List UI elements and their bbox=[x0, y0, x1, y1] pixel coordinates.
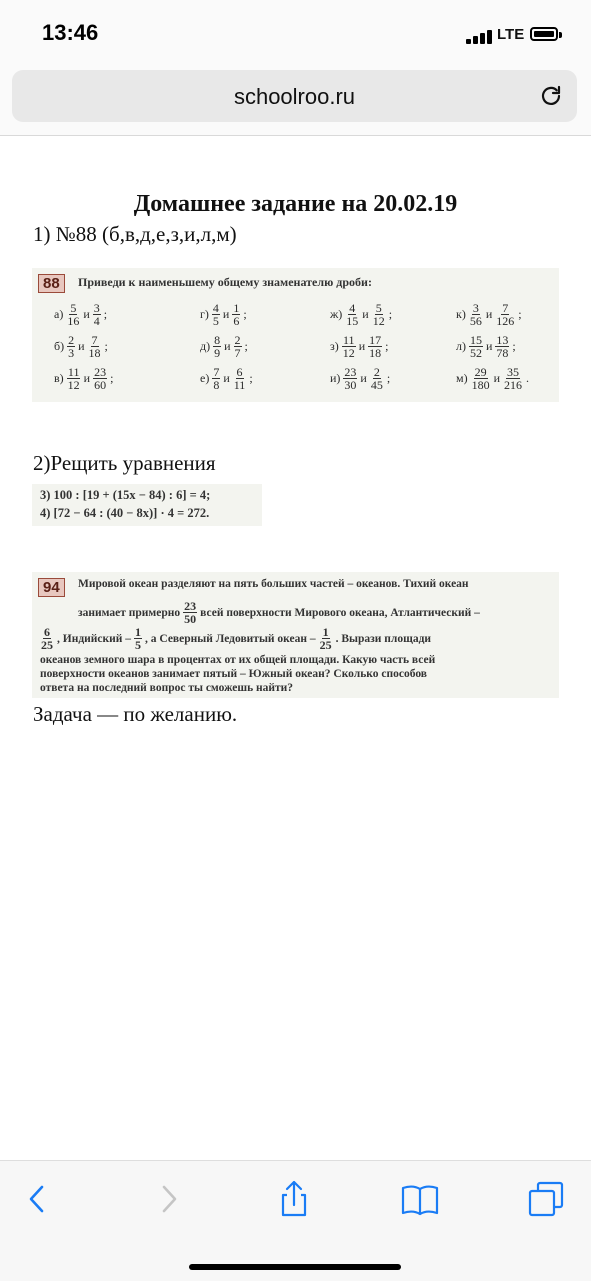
numerator: 11 bbox=[67, 365, 80, 379]
conjunction: и bbox=[360, 371, 367, 385]
fraction bbox=[342, 334, 356, 359]
conjunction: и bbox=[83, 307, 90, 321]
denominator: 12 bbox=[372, 314, 385, 328]
exercise-number: 88 bbox=[38, 274, 65, 293]
numerator: 29 bbox=[474, 365, 487, 379]
item-end: ; bbox=[512, 339, 516, 353]
item-end: ; bbox=[249, 371, 253, 385]
item-label: и) bbox=[330, 371, 341, 385]
fraction bbox=[495, 334, 509, 359]
problem-text: , Индийский – bbox=[57, 632, 131, 645]
denominator: 5 bbox=[212, 314, 219, 328]
page-title: Домашнее задание на 20.02.19 bbox=[133, 191, 458, 217]
item-end: ; bbox=[386, 371, 391, 385]
fraction bbox=[40, 626, 54, 651]
fraction-item bbox=[456, 334, 516, 359]
share-icon[interactable] bbox=[274, 1179, 314, 1219]
numerator: 7 bbox=[213, 365, 220, 379]
fraction-item bbox=[54, 302, 107, 327]
denominator: 50 bbox=[184, 612, 197, 626]
problem-line: океанов земного шара в процентах от их общей площади. Какую часть всей bbox=[40, 654, 436, 666]
denominator: 9 bbox=[214, 346, 221, 360]
denominator: 52 bbox=[469, 346, 482, 360]
fraction bbox=[134, 626, 142, 651]
item-label: г) bbox=[200, 307, 209, 321]
fraction-item bbox=[200, 302, 247, 327]
fraction bbox=[372, 302, 386, 327]
chevron-right-icon[interactable] bbox=[148, 1179, 188, 1219]
denominator: 11 bbox=[233, 378, 246, 392]
url-text[interactable]: schoolroo.ru bbox=[233, 84, 356, 109]
problem-text: . Вырази площади bbox=[335, 632, 432, 645]
browser-toolbar bbox=[0, 1160, 591, 1281]
numerator: 6 bbox=[44, 625, 50, 639]
denominator: 12 bbox=[67, 378, 80, 392]
fraction bbox=[469, 334, 483, 359]
item-label: е) bbox=[200, 371, 210, 385]
denominator: 7 bbox=[234, 346, 241, 360]
fraction bbox=[469, 302, 483, 327]
numerator: 2 bbox=[68, 333, 75, 347]
item-label: б) bbox=[54, 339, 65, 353]
problem-line bbox=[40, 626, 431, 651]
problem-text: занимает примерно bbox=[78, 606, 181, 619]
item-label: к) bbox=[456, 307, 466, 321]
fraction-item bbox=[200, 334, 248, 359]
conjunction: и bbox=[224, 339, 231, 353]
fraction bbox=[66, 302, 80, 327]
denominator: 25 bbox=[41, 638, 53, 652]
optional-task-note: Задача — по желанию. bbox=[33, 702, 238, 726]
numerator: 3 bbox=[93, 301, 100, 315]
denominator: 16 bbox=[67, 314, 80, 328]
exercise-88-image bbox=[32, 268, 559, 402]
task-2-label: 2)Рещить уравнения bbox=[33, 451, 216, 475]
numerator: 4 bbox=[349, 301, 356, 315]
numerator: 7 bbox=[91, 333, 98, 347]
problem-line: ответа на последний вопрос ты сможешь найти? bbox=[40, 682, 294, 694]
fraction bbox=[212, 366, 220, 391]
numerator: 23 bbox=[94, 365, 107, 379]
reload-icon[interactable] bbox=[539, 84, 563, 108]
numerator: 8 bbox=[214, 333, 221, 347]
conjunction: и bbox=[83, 371, 91, 385]
denominator: 25 bbox=[319, 638, 332, 652]
signal-icon bbox=[466, 30, 496, 44]
numerator: 23 bbox=[344, 365, 357, 379]
item-end: ; bbox=[104, 339, 108, 353]
problem-line: поверхности океанов занимает пятый – Южный океан? Сколько способов bbox=[40, 668, 428, 680]
problem-text: всей поверхности Мирового океана, Атлантический – bbox=[200, 606, 480, 619]
conjunction: и bbox=[493, 371, 501, 385]
equation-3: 3) 100 : [19 + (15x − 84) : 6] = 4; bbox=[40, 488, 211, 502]
item-label: м) bbox=[456, 371, 468, 385]
item-end: ; bbox=[518, 307, 522, 321]
item-label: а) bbox=[54, 307, 64, 321]
conjunction: и bbox=[362, 307, 369, 321]
fraction bbox=[93, 366, 107, 391]
problem-line bbox=[78, 600, 480, 625]
numerator: 23 bbox=[184, 599, 197, 613]
denominator: 4 bbox=[93, 314, 100, 328]
fraction bbox=[503, 366, 523, 391]
network-type: LTE bbox=[497, 26, 525, 43]
numerator: 13 bbox=[496, 333, 509, 347]
equations-image bbox=[32, 484, 262, 526]
item-end: ; bbox=[110, 371, 114, 385]
fraction-item bbox=[200, 366, 253, 391]
item-end: ; bbox=[388, 307, 393, 321]
conjunction: и bbox=[222, 307, 230, 321]
denominator: 126 bbox=[496, 314, 515, 328]
fraction-item bbox=[54, 334, 108, 359]
numerator: 5 bbox=[70, 301, 77, 315]
fraction bbox=[319, 626, 333, 651]
fraction-item bbox=[456, 366, 529, 391]
conjunction: и bbox=[485, 307, 493, 321]
numerator: 1 bbox=[322, 625, 329, 639]
fraction bbox=[370, 366, 384, 391]
fraction bbox=[345, 302, 359, 327]
fraction bbox=[213, 334, 221, 359]
home-indicator bbox=[189, 1264, 401, 1270]
item-end: . bbox=[526, 371, 530, 385]
battery-icon bbox=[530, 27, 558, 41]
denominator: 15 bbox=[346, 314, 359, 328]
browser-chrome bbox=[0, 66, 591, 136]
denominator: 18 bbox=[88, 346, 101, 360]
numerator: 11 bbox=[342, 333, 355, 347]
address-bar[interactable] bbox=[12, 70, 577, 122]
exercise-instruction: Приведи к наименьшему общему знаменателю дроби: bbox=[78, 275, 372, 289]
denominator: 216 bbox=[504, 378, 523, 392]
equation-4: 4) [72 − 64 : (40 − 8x)] · 4 = 272. bbox=[40, 506, 210, 520]
chevron-left-icon[interactable] bbox=[18, 1179, 58, 1219]
item-end: ; bbox=[243, 307, 247, 321]
numerator: 35 bbox=[507, 365, 520, 379]
fraction bbox=[212, 302, 220, 327]
numerator: 6 bbox=[236, 365, 243, 379]
denominator: 30 bbox=[344, 378, 357, 392]
fraction bbox=[495, 302, 515, 327]
exercise-94-image bbox=[32, 572, 559, 698]
denominator: 78 bbox=[496, 346, 509, 360]
item-label: з) bbox=[330, 339, 339, 353]
conjunction: и bbox=[223, 371, 230, 385]
denominator: 12 bbox=[342, 346, 355, 360]
fraction-item bbox=[330, 366, 390, 391]
conjunction: и bbox=[78, 339, 85, 353]
clock: 13:46 bbox=[42, 20, 99, 45]
denominator: 18 bbox=[369, 346, 382, 360]
denominator: 45 bbox=[370, 378, 383, 392]
conjunction: и bbox=[485, 339, 493, 353]
item-end: ; bbox=[103, 307, 108, 321]
numerator: 5 bbox=[375, 301, 382, 315]
item-label: д) bbox=[200, 339, 211, 353]
fraction bbox=[234, 334, 242, 359]
denominator: 56 bbox=[469, 314, 482, 328]
bookmarks-icon[interactable] bbox=[400, 1179, 440, 1219]
fraction-item bbox=[456, 302, 522, 327]
denominator: 8 bbox=[213, 378, 220, 392]
fraction bbox=[232, 302, 240, 327]
fraction bbox=[471, 366, 491, 391]
numerator: 2 bbox=[234, 333, 241, 347]
fraction bbox=[67, 334, 75, 359]
numerator: 2 bbox=[373, 365, 380, 379]
task-1-label: 1) №88 (б,в,д,е,з,и,л,м) bbox=[33, 222, 237, 246]
numerator: 1 bbox=[135, 625, 141, 639]
fraction bbox=[183, 600, 197, 625]
denominator: 5 bbox=[135, 638, 141, 652]
denominator: 6 bbox=[233, 314, 240, 328]
item-end: ; bbox=[244, 339, 248, 353]
fraction bbox=[67, 366, 81, 391]
denominator: 60 bbox=[94, 378, 107, 392]
denominator: 180 bbox=[471, 378, 490, 392]
numerator: 1 bbox=[233, 301, 240, 315]
item-label: в) bbox=[54, 371, 64, 385]
fraction bbox=[368, 334, 382, 359]
problem-line: Мировой океан разделяют на пять больших частей – океанов. Тихий океан bbox=[78, 578, 469, 590]
conjunction: и bbox=[358, 339, 366, 353]
numerator: 7 bbox=[502, 301, 509, 315]
problem-text: , а Северный Ледовитый океан – bbox=[145, 632, 316, 645]
numerator: 17 bbox=[369, 333, 382, 347]
tabs-icon[interactable] bbox=[526, 1179, 566, 1219]
fraction bbox=[233, 366, 247, 391]
numerator: 3 bbox=[472, 301, 479, 315]
exercise-number: 94 bbox=[38, 578, 65, 597]
numerator: 4 bbox=[212, 301, 219, 315]
fraction bbox=[343, 366, 357, 391]
fraction bbox=[88, 334, 102, 359]
denominator: 3 bbox=[68, 346, 75, 360]
status-bar bbox=[0, 0, 591, 66]
item-label: л) bbox=[456, 339, 466, 353]
fraction bbox=[93, 302, 101, 327]
numerator: 15 bbox=[469, 333, 482, 347]
fraction-item bbox=[330, 302, 392, 327]
item-end: ; bbox=[385, 339, 389, 353]
item-label: ж) bbox=[330, 307, 343, 321]
fraction-item bbox=[54, 366, 113, 391]
fraction-item bbox=[330, 334, 389, 359]
